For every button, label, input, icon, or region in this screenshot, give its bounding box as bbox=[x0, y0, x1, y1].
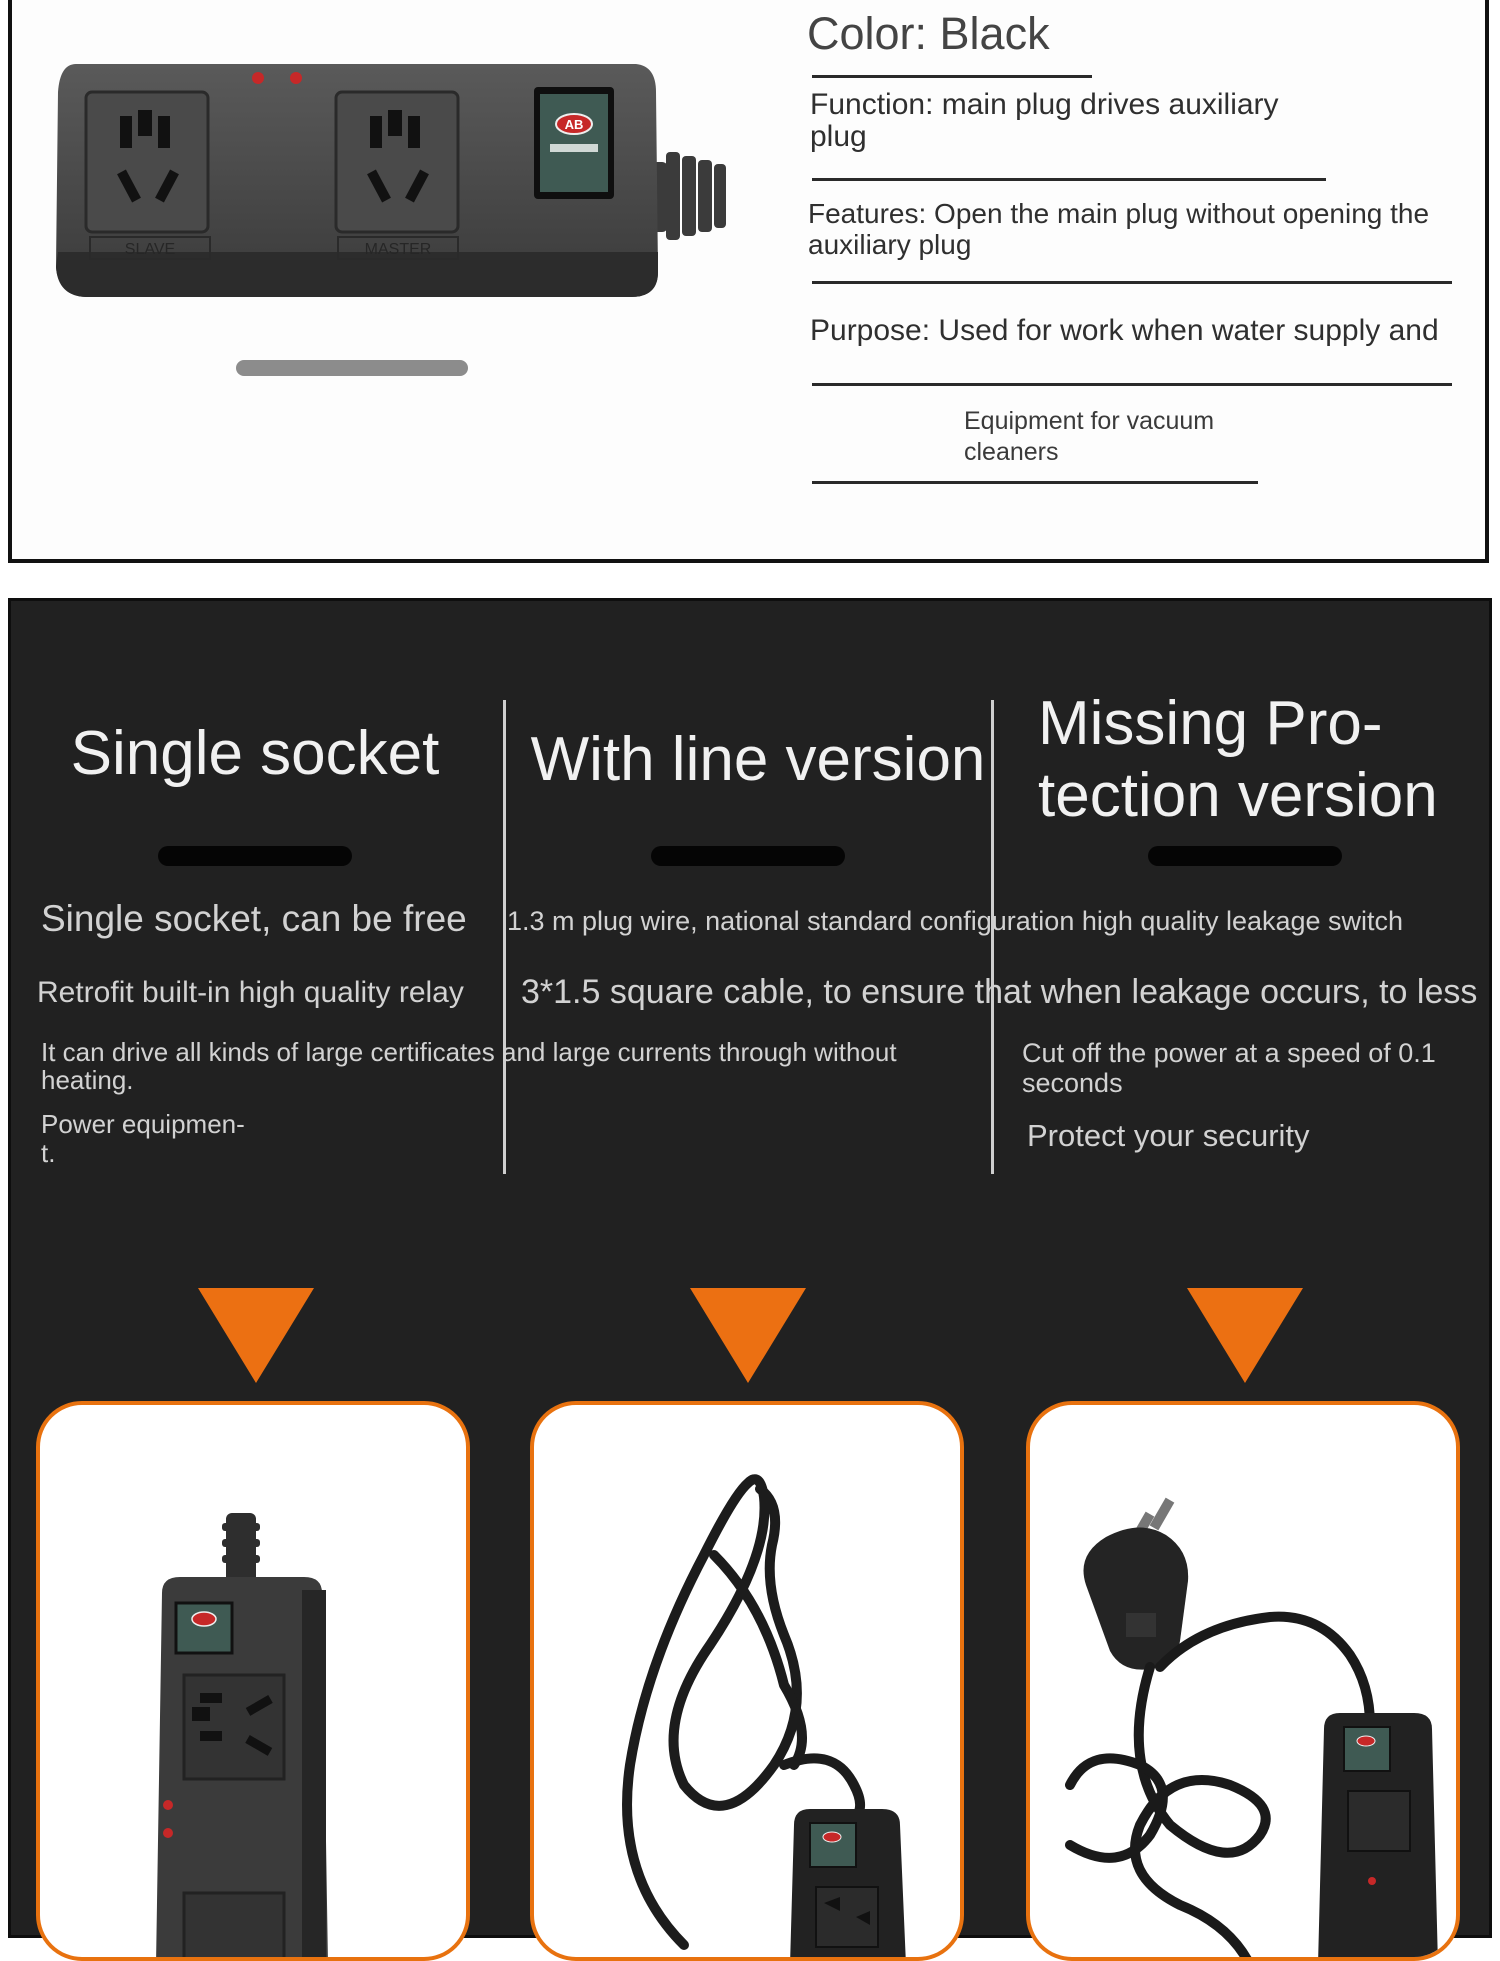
master-label: MASTER bbox=[364, 241, 432, 258]
socket-with-cable-image bbox=[534, 1405, 960, 1961]
column-title-single-socket: Single socket bbox=[70, 719, 440, 788]
product-card-line-version[interactable] bbox=[530, 1401, 964, 1961]
spec-divider bbox=[812, 281, 1452, 284]
spec-divider bbox=[812, 383, 1452, 386]
column-title-protection-version: Missing Pro- tection version bbox=[1038, 689, 1438, 830]
protection-version-line-2: Protect your security bbox=[1027, 1118, 1310, 1153]
brand-label: AB bbox=[564, 117, 584, 132]
image-shadow-bar bbox=[236, 360, 468, 376]
spec-purpose: Purpose: Used for work when water supply and bbox=[810, 314, 1439, 347]
down-arrow-icon bbox=[690, 1288, 806, 1383]
spec-divider bbox=[812, 75, 1092, 78]
line-version-line-1: 1.3 m plug wire, national standard configuration high quality leakage switch bbox=[507, 906, 1404, 936]
column-divider bbox=[503, 700, 506, 1174]
title-underline bbox=[158, 846, 352, 866]
title-underline bbox=[651, 846, 845, 866]
down-arrow-icon bbox=[198, 1288, 314, 1383]
single-socket-line-2: Retrofit built-in high quality relay bbox=[37, 976, 464, 1009]
product-card-protection-version[interactable] bbox=[1026, 1401, 1460, 1961]
column-divider bbox=[991, 700, 994, 1174]
spec-divider bbox=[812, 178, 1326, 181]
product-card-single-socket[interactable] bbox=[36, 1401, 470, 1961]
spec-features: Features: Open the main plug without opening the auxiliary plug bbox=[808, 198, 1430, 260]
title-underline bbox=[1148, 846, 1342, 866]
column-title-line-version: With line version bbox=[530, 725, 986, 794]
leakage-protection-plug-image bbox=[1030, 1405, 1456, 1961]
single-socket-line-4: Power equipmen- t. bbox=[41, 1109, 245, 1168]
power-strip-image bbox=[46, 52, 746, 307]
slave-label: SLAVE bbox=[124, 241, 176, 258]
spec-equipment: Equipment for vacuum cleaners bbox=[964, 407, 1215, 466]
line-version-line-2: 3*1.5 square cable, to ensure that when leakage occurs, to less bbox=[521, 973, 1478, 1011]
socket-vertical-image bbox=[40, 1405, 466, 1961]
product-spec-panel bbox=[8, 0, 1489, 563]
spec-divider bbox=[812, 481, 1258, 484]
down-arrow-icon bbox=[1187, 1288, 1303, 1383]
protection-version-line-1: Cut off the power at a speed of 0.1 seconds bbox=[1022, 1038, 1436, 1098]
spec-color: Color: Black bbox=[807, 8, 1050, 59]
spec-function: Function: main plug drives auxiliary plug bbox=[810, 88, 1279, 153]
single-socket-line-3: It can drive all kinds of large certificates and large currents through without heating. bbox=[41, 1037, 897, 1095]
single-socket-line-1: Single socket, can be free bbox=[41, 898, 467, 939]
